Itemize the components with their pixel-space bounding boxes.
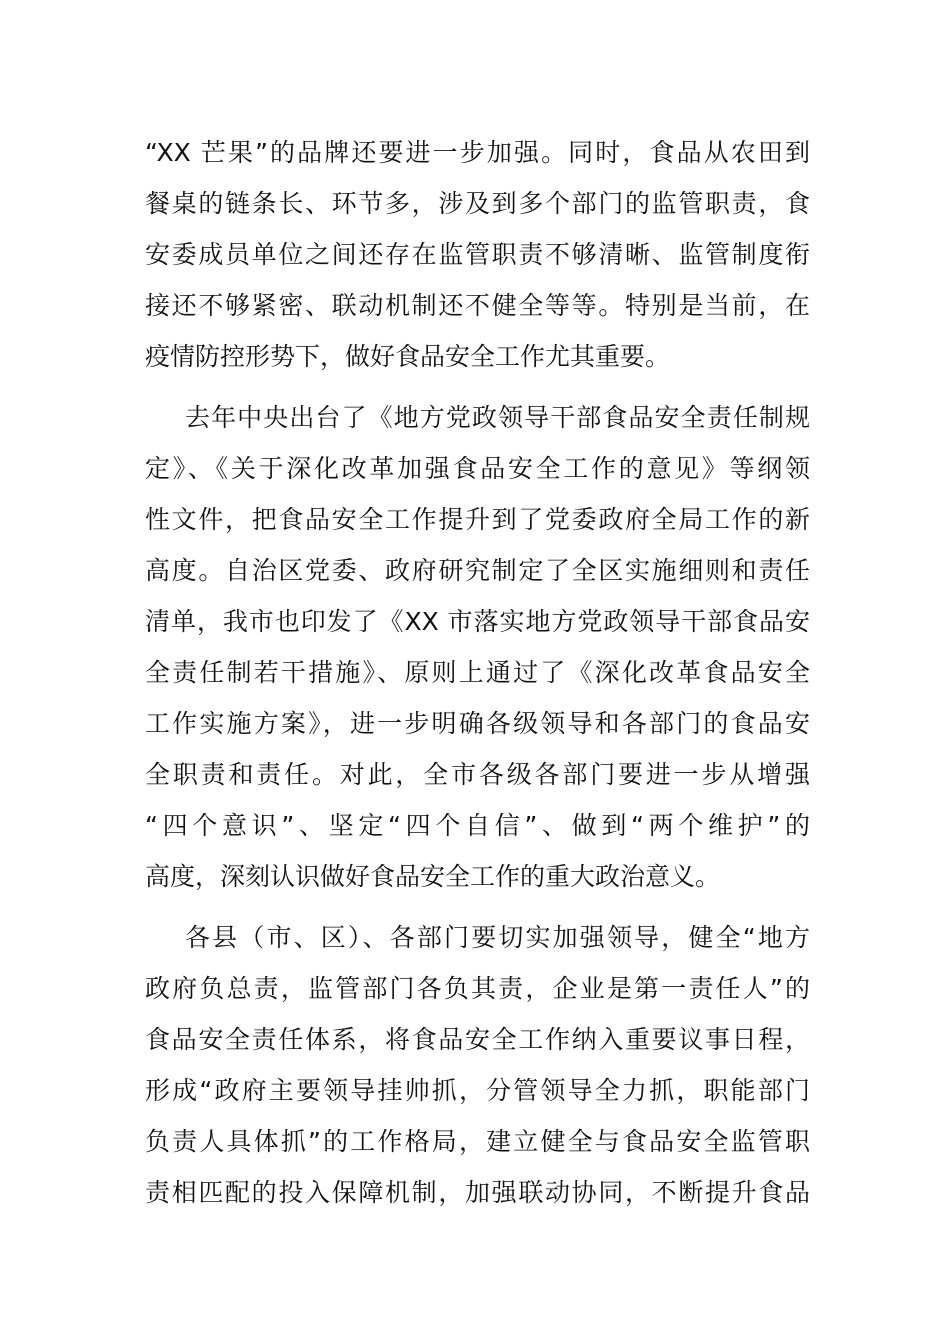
paragraph-line: “四个意识”、坚定“四个自信”、做到“两个维护”的	[145, 811, 810, 840]
paragraph-1	[145, 127, 810, 382]
paragraph-line: 全责任制若干措施》、原则上通过了《深化改革食品安全	[145, 658, 810, 687]
paragraph-line: 形成“政府主要领导挂帅抓，分管领导全力抓，职能部门	[145, 1076, 810, 1105]
paragraph-line: 去年中央出台了《地方党政领导干部食品安全责任制规	[185, 403, 810, 432]
paragraph-2	[145, 392, 810, 902]
paragraph-line: 定》、《关于深化改革加强食品安全工作的意见》等纲领	[145, 454, 810, 483]
paragraph-3	[145, 912, 810, 1218]
paragraph-line: 负责人具体抓”的工作格局，建立健全与食品安全监管职	[145, 1127, 810, 1156]
paragraph-line: 性文件，把食品安全工作提升到了党委政府全局工作的新	[145, 505, 810, 534]
paragraph-line: 高度。自治区党委、政府研究制定了全区实施细则和责任	[145, 556, 810, 585]
paragraph-line: 高度，深刻认识做好食品安全工作的重大政治意义。	[145, 862, 721, 891]
paragraph-line: 工作实施方案》，进一步明确各级领导和各部门的食品安	[145, 709, 810, 738]
paragraph-line: 全职责和责任。对此，全市各级各部门要进一步从增强	[145, 760, 810, 789]
paragraph-spacer	[145, 382, 810, 392]
paragraph-line: 政府负总责，监管部门各负其责，企业是第一责任人”的	[145, 974, 810, 1003]
document-body	[145, 127, 810, 1218]
paragraph-line: 餐桌的链条长、环节多，涉及到多个部门的监管职责，食	[145, 189, 810, 218]
paragraph-line: 责相匹配的投入保障机制，加强联动协同，不断提升食品	[145, 1178, 810, 1207]
paragraph-spacer	[145, 902, 810, 912]
paragraph-line: 清单，我市也印发了《XX 市落实地方党政领导干部食品安	[145, 607, 810, 636]
paragraph-line: 接还不够紧密、联动机制还不健全等等。特别是当前，在	[145, 291, 810, 320]
paragraph-line: 安委成员单位之间还存在监管职责不够清晰、监管制度衔	[145, 240, 810, 269]
paragraph-line: 各县（市、区）、各部门要切实加强领导，健全“地方	[185, 923, 810, 952]
paragraph-line: 疫情防控形势下，做好食品安全工作尤其重要。	[145, 342, 671, 371]
paragraph-line: “XX 芒果”的品牌还要进一步加强。同时，食品从农田到	[145, 138, 810, 167]
paragraph-line: 食品安全责任体系，将食品安全工作纳入重要议事日程，	[145, 1025, 810, 1054]
